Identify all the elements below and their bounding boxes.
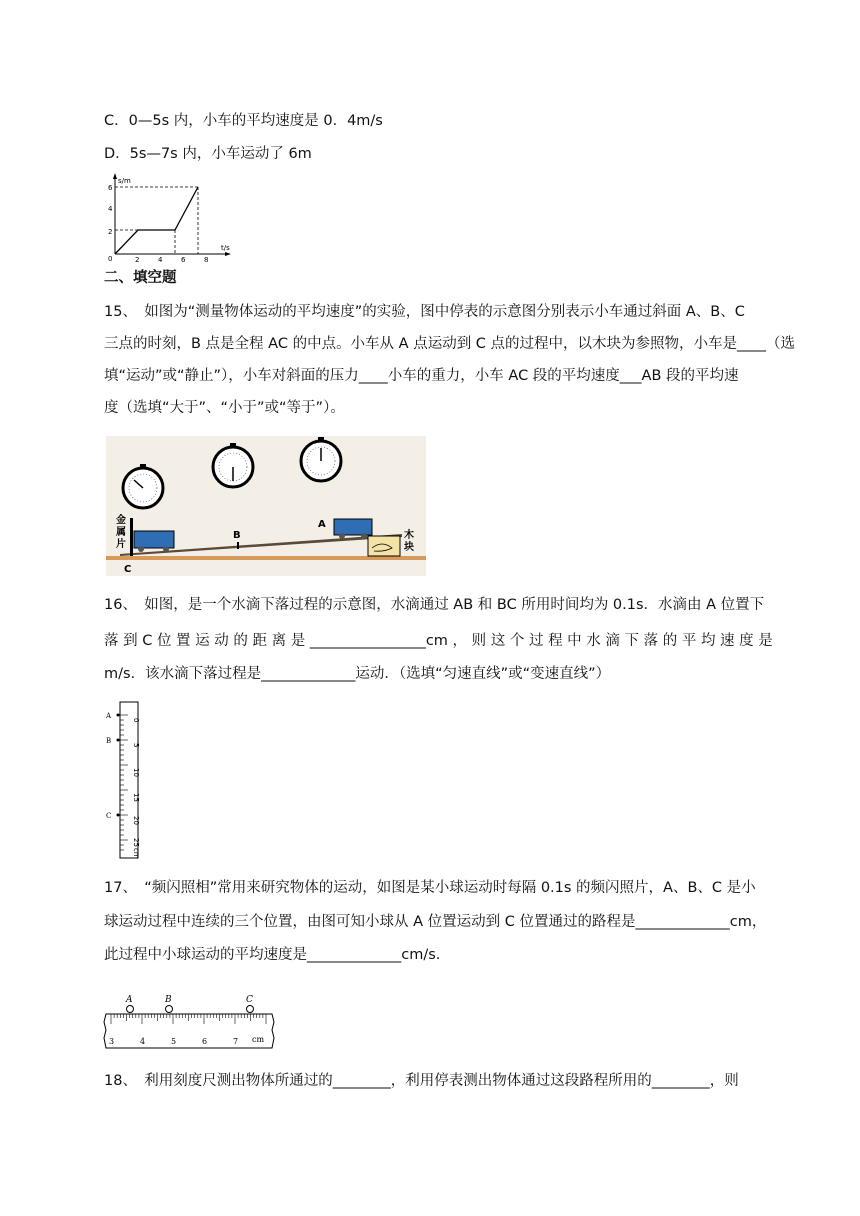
scale-label: 5 bbox=[171, 1037, 177, 1046]
graph-x-label: t/s bbox=[221, 244, 230, 252]
graph-x-tick: 6 bbox=[181, 256, 186, 262]
scale-label: 0 bbox=[132, 718, 140, 723]
vertical-ruler-figure bbox=[102, 700, 152, 862]
option-d: D．5s—7s 内，小车运动了 6m bbox=[104, 146, 312, 162]
scale-label: 7 bbox=[233, 1037, 239, 1046]
distance-time-graph bbox=[100, 170, 240, 262]
graph-y-tick: 2 bbox=[108, 228, 113, 236]
graph-x-tick: 4 bbox=[158, 256, 163, 262]
ball-icon bbox=[166, 1006, 173, 1013]
scale-unit: cm bbox=[132, 848, 140, 859]
q16-line: 落 到 C 位 置 运 动 的 距 离 是 ________________cm ， 则 这 个 过 程 中 水 滴 下 落 的 平 均 速 度 是 bbox=[104, 633, 773, 649]
q16-line: m/s．该水滴下落过程是_____________运动．（选填“匀速直线”或“变速直线”） bbox=[104, 666, 611, 682]
q15-line: 15、 如图为“测量物体运动的平均速度”的实验，图中停表的示意图分别表示小车通过斜面 A、B、C bbox=[104, 304, 745, 320]
graph-x-tick: 2 bbox=[135, 256, 140, 262]
label-metal: 属 bbox=[116, 527, 126, 538]
ball-icon bbox=[127, 1006, 134, 1013]
q17-line: 球运动过程中连续的三个位置，由图可知小球从 A 位置运动到 C 位置通过的路程是_____________cm， bbox=[104, 914, 767, 930]
q15-line: 填“运动”或“静止”），小车对斜面的压力____小车的重力，小车 AC 段的平均速度___AB 段的平均速 bbox=[104, 368, 739, 384]
label-block: 块 bbox=[404, 542, 414, 553]
graph-y-tick: 4 bbox=[108, 205, 113, 213]
scale-label: 4 bbox=[140, 1037, 146, 1046]
ball-icon bbox=[247, 1006, 254, 1013]
label-metal: 金 bbox=[116, 515, 126, 526]
point-a-label: A bbox=[318, 519, 326, 530]
drop-point-c: C bbox=[106, 812, 112, 820]
graph-origin: 0 bbox=[108, 255, 113, 262]
q17-line: 17、 “频闪照相”常用来研究物体的运动，如图是某小球运动时每隔 0.1s 的频闪照片，A、B、C 是小 bbox=[104, 880, 756, 896]
scale-label: 25 bbox=[132, 838, 140, 847]
graph-x-tick: 8 bbox=[204, 256, 209, 262]
ball-point-c: C bbox=[246, 995, 253, 1005]
point-b-label: B bbox=[233, 530, 241, 541]
scale-label: 3 bbox=[109, 1037, 115, 1046]
scale-unit: cm bbox=[252, 1035, 265, 1044]
ball-point-b: B bbox=[165, 995, 172, 1005]
scale-label: 10 bbox=[132, 768, 140, 777]
incline-experiment-figure bbox=[106, 436, 426, 576]
drop-point-b: B bbox=[106, 737, 112, 745]
option-c: C．0—5s 内，小车的平均速度是 0．4m/s bbox=[104, 113, 383, 129]
section-title: 二、填空题 bbox=[104, 270, 177, 286]
point-c-label: C bbox=[124, 564, 132, 575]
label-metal: 片 bbox=[116, 539, 126, 550]
ball-point-a: A bbox=[126, 995, 133, 1005]
drop-point-a: A bbox=[106, 712, 112, 720]
graph-y-label: s/m bbox=[118, 177, 131, 185]
q15-line: 三点的时刻，B 点是全程 AC 的中点。小车从 A 点运动到 C 点的过程中，以木块为参照物，小车是____（选 bbox=[104, 336, 796, 352]
scale-label: 6 bbox=[202, 1037, 208, 1046]
q17-line: 此过程中小球运动的平均速度是_____________cm/s. bbox=[104, 947, 441, 963]
q16-line: 16、 如图，是一个水滴下落过程的示意图，水滴通过 AB 和 BC 所用时间均为 0.1s．水滴由 A 位置下 bbox=[104, 597, 765, 613]
scale-label: 5 bbox=[132, 743, 140, 748]
scale-label: 15 bbox=[132, 793, 140, 802]
q15-line: 度（选填“大于”、“小于”或“等于”）。 bbox=[104, 400, 345, 416]
scale-label: 20 bbox=[132, 816, 140, 825]
horizontal-ruler-figure bbox=[100, 990, 280, 1058]
label-block: 木 bbox=[404, 530, 414, 541]
q18-line: 18、 利用刻度尺测出物体所通过的________，利用停表测出物体通过这段路程所用的________，则 bbox=[104, 1073, 739, 1089]
graph-y-tick: 6 bbox=[108, 184, 113, 192]
